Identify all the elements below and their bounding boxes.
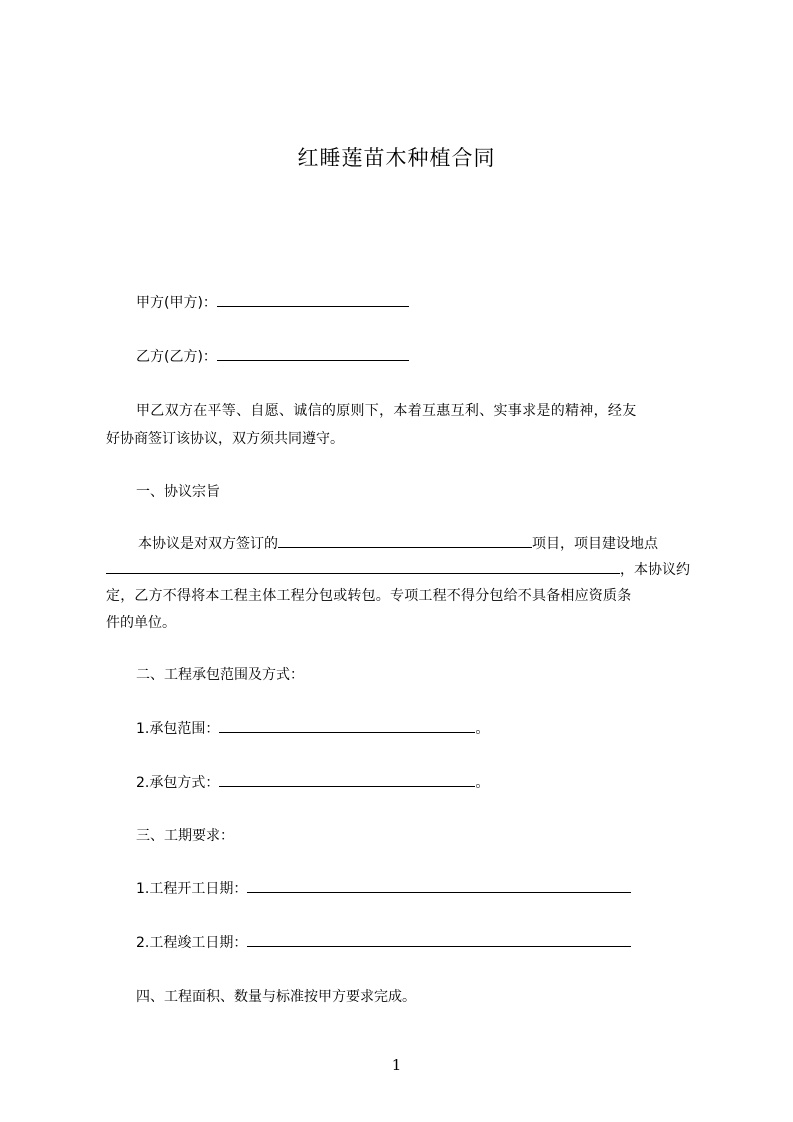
method-line <box>136 772 489 792</box>
party-a-label: 甲方(甲方)： <box>136 295 217 311</box>
method-blank[interactable] <box>219 772 475 787</box>
start-date-line <box>136 878 631 898</box>
document-title: 红睡莲苗木种植合同 <box>297 146 496 170</box>
start-date-blank[interactable] <box>247 878 631 893</box>
scope-blank[interactable] <box>219 718 475 733</box>
project-location-blank[interactable] <box>106 559 620 574</box>
section-2-heading: 二、工程承包范围及方式： <box>136 667 304 683</box>
intro-line-1: 甲乙双方在平等、自愿、诚信的原则下，本着互惠互利、实事求是的精神，经友 <box>136 403 637 419</box>
party-b-label: 乙方(乙方)： <box>136 349 217 365</box>
end-date-line <box>136 932 631 952</box>
scope-end: 。 <box>475 721 490 737</box>
section-1-line-2-suffix: ，本协议约 <box>620 562 690 578</box>
section-1-line-2 <box>106 559 700 579</box>
method-label: 2.承包方式： <box>136 775 220 791</box>
start-date-label: 1.工程开工日期： <box>136 881 248 897</box>
page-number: 1 <box>391 1056 402 1074</box>
project-name-blank[interactable] <box>278 533 532 548</box>
section-1-line-3: 定，乙方不得将本工程主体工程分包或转包。专项工程不得分包给不具备相应资质条 <box>106 588 632 604</box>
section-3-heading: 三、工期要求： <box>136 828 234 844</box>
party-a-line <box>136 292 409 312</box>
scope-label: 1.承包范围： <box>136 721 220 737</box>
end-date-label: 2.工程竣工日期： <box>136 935 248 951</box>
scope-line <box>136 718 489 738</box>
party-b-blank[interactable] <box>217 346 409 361</box>
section-1-heading: 一、协议宗旨 <box>136 484 220 500</box>
section-1-line-1-prefix: 本协议是对双方签订的 <box>138 536 278 552</box>
intro-line-2: 好协商签订该协议，双方须共同遵守。 <box>106 431 344 447</box>
section-1-line-1-suffix: 项目，项目建设地点 <box>532 536 658 552</box>
party-b-line <box>136 346 409 366</box>
section-1-line-1 <box>138 533 700 553</box>
section-4-heading: 四、工程面积、数量与标准按甲方要求完成。 <box>136 989 416 1005</box>
end-date-blank[interactable] <box>247 932 631 947</box>
section-1-line-4: 件的单位。 <box>106 615 176 631</box>
party-a-blank[interactable] <box>217 292 409 307</box>
method-end: 。 <box>475 775 490 791</box>
